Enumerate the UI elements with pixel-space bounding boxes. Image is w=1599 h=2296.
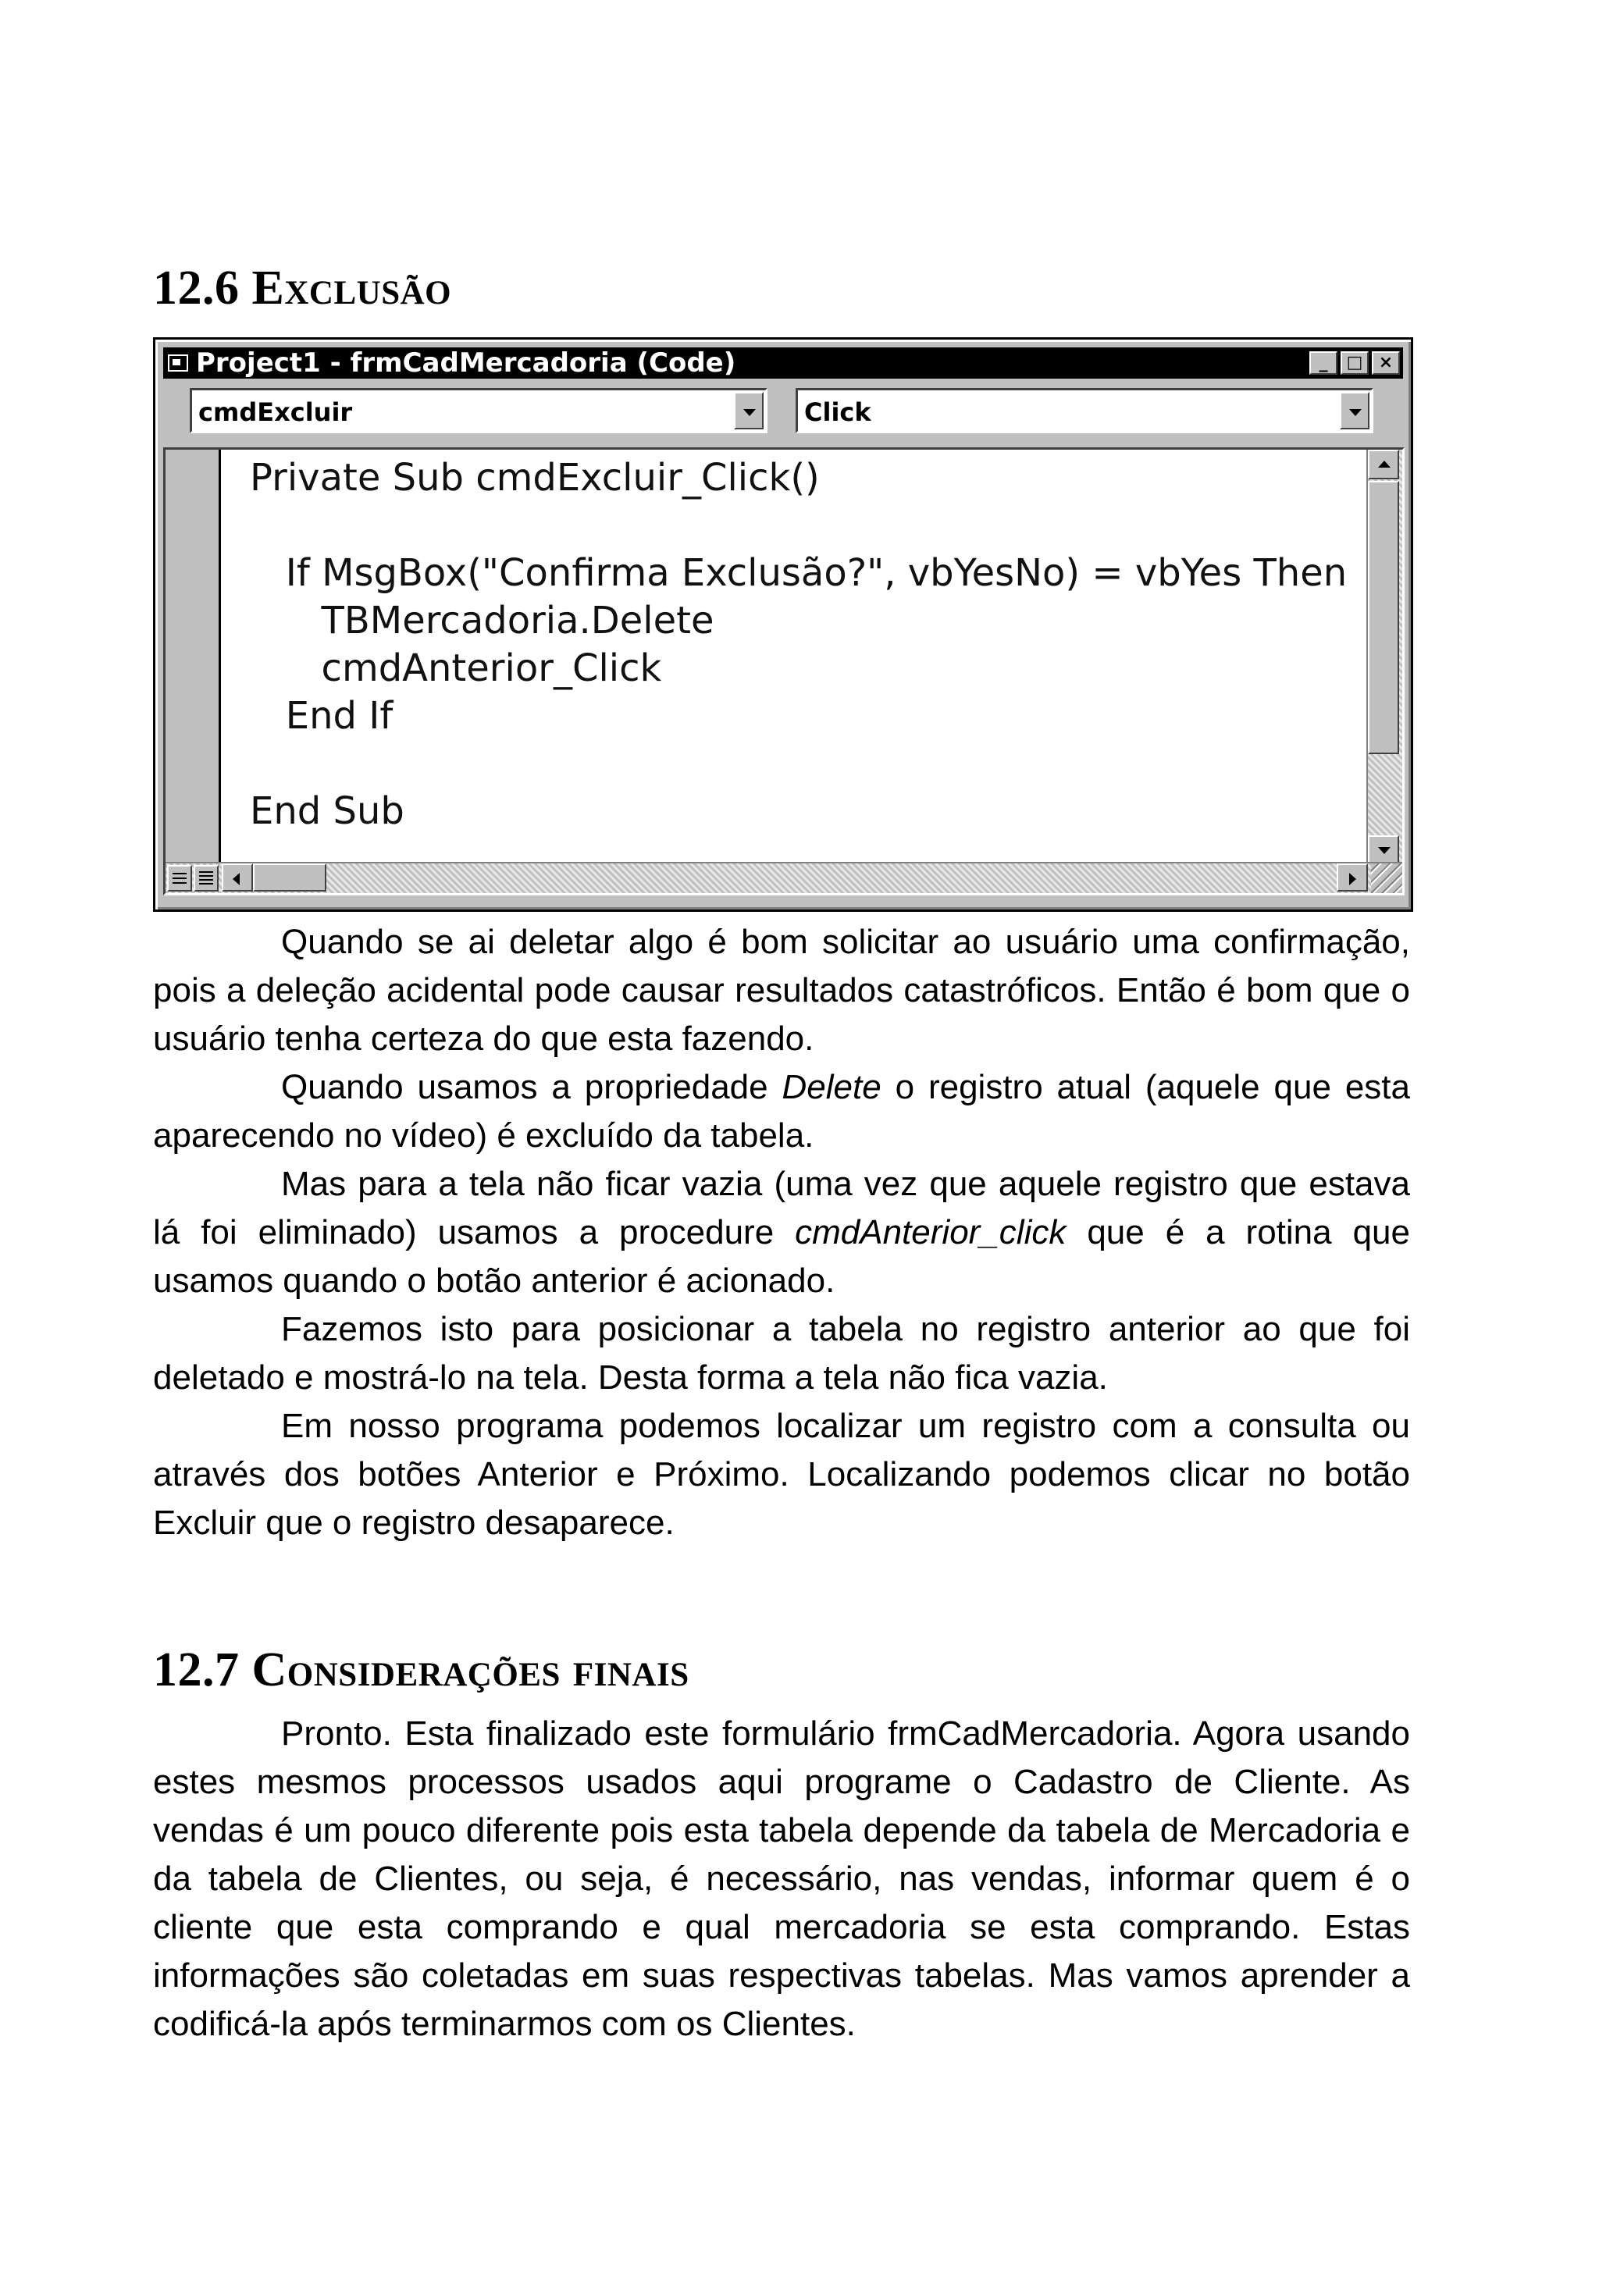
code-line: If MsgBox("Confirma Exclusão?", vbYesNo) = vbYes Then — [250, 551, 1348, 595]
procedure-dropdown[interactable] — [796, 388, 1373, 433]
scroll-right-icon[interactable] — [1337, 863, 1368, 892]
paragraph: Fazemos isto para posicionar a tabela no registro anterior ao que foi deletado e mostrá-lo na tela. Desta forma a tela não fica vazia. — [153, 1310, 1410, 1397]
body-text-exclusao — [153, 918, 1410, 1547]
scroll-down-icon[interactable] — [1368, 835, 1399, 865]
horizontal-scrollbar[interactable] — [166, 862, 1402, 893]
code-line: End Sub — [250, 789, 404, 833]
vertical-scroll-thumb[interactable] — [1368, 481, 1399, 754]
code-line: Private Sub cmdExcluir_Click() — [250, 456, 820, 500]
chevron-down-icon[interactable] — [734, 392, 764, 429]
paragraph: Pronto. Esta finalizado este formulário frmCadMercadoria. Agora usando estes mesmos processos usados aqui programe o Cadastro de Cliente. As vendas é um pouco diferente pois esta tabela depende da tabela de Mercadoria e da tabela de Clientes, ou seja, é necessário, nas vendas, informar quem é o cliente que esta comprando e qual mercadoria se esta comprando. Estas informações são coletadas em suas respectivas tabelas. Mas vamos aprender a codificá-la após terminarmos com os Clientes. — [153, 1714, 1410, 2043]
code-line: cmdAnterior_Click — [250, 646, 662, 690]
object-dropdown-value: cmdExcluir — [198, 397, 353, 427]
procedure-dropdown-value: Click — [804, 397, 871, 427]
procedure-view-icon[interactable] — [167, 865, 192, 892]
horizontal-scroll-thumb[interactable] — [253, 863, 326, 892]
code-window — [153, 337, 1413, 912]
section-heading-exclusao: 12.6 Exclusão — [153, 262, 452, 315]
resize-grip-icon[interactable] — [1371, 863, 1402, 893]
paragraph: Mas para a tela não ficar vazia (uma vez que aquele registro que estava lá foi eliminado) usamos a procedure cmdAnterior_click que é a rotina que usamos quando o botão anterior é acionado. — [153, 1165, 1410, 1300]
vertical-scrollbar[interactable] — [1366, 450, 1402, 865]
minimize-button[interactable]: _ — [1309, 351, 1337, 375]
code-window-titlebar[interactable] — [163, 347, 1403, 379]
paragraph: Quando usamos a propriedade Delete o registro atual (aquele que esta aparecendo no vídeo) é excluído da tabela. — [153, 1068, 1410, 1155]
maximize-button[interactable]: □ — [1341, 351, 1369, 375]
close-button[interactable]: × — [1372, 351, 1400, 375]
full-module-view-icon[interactable] — [194, 865, 219, 892]
code-line: TBMercadoria.Delete — [250, 599, 714, 643]
editor-margin — [166, 450, 221, 865]
paragraph: Em nosso programa podemos localizar um registro com a consulta ou através dos botões Anterior e Próximo. Localizando podemos clicar no botão Excluir que o registro desaparece. — [153, 1407, 1410, 1542]
code-editor[interactable] — [163, 447, 1405, 895]
code-text[interactable] — [250, 454, 1347, 835]
scroll-left-icon[interactable] — [222, 863, 253, 892]
section-heading-consideracoes: 12.7 Considerações finais — [153, 1643, 689, 1696]
scroll-up-icon[interactable] — [1368, 450, 1399, 479]
object-dropdown[interactable] — [190, 388, 767, 433]
code-window-icon — [168, 354, 188, 372]
body-text-consideracoes — [153, 1710, 1410, 2049]
chevron-down-icon[interactable] — [1340, 392, 1369, 429]
code-line: End If — [250, 694, 394, 738]
code-window-title: Project1 - frmCadMercadoria (Code) — [196, 347, 736, 379]
paragraph: Quando se ai deletar algo é bom solicitar ao usuário uma confirmação, pois a deleção acidental pode causar resultados catastróficos. Então é bom que o usuário tenha certeza do que esta fazendo. — [153, 923, 1410, 1058]
